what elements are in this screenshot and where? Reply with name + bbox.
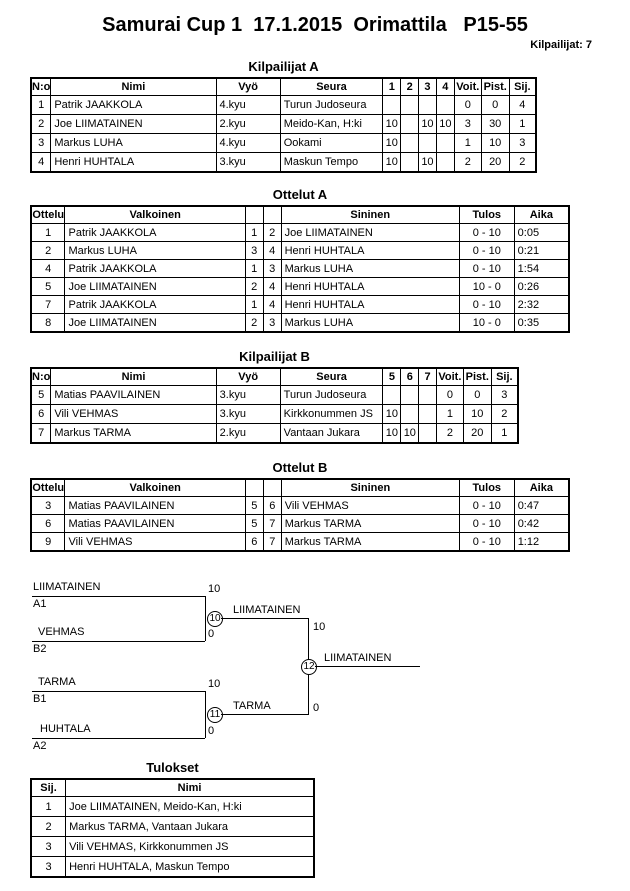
table-row (31, 96, 536, 115)
cell-blue: Markus LUHA (281, 314, 459, 333)
cell-belt: 2.kyu (216, 115, 280, 134)
cell-points: 0 (463, 386, 491, 405)
table-row (31, 314, 569, 333)
table-row (31, 817, 314, 837)
cell-match-no: 3 (31, 497, 65, 515)
cell-r2 (401, 96, 419, 115)
cell-no: 3 (31, 134, 51, 153)
col-header-white-no (245, 206, 263, 224)
cell-match-no: 5 (31, 278, 65, 296)
col-header-name: Nimi (66, 779, 314, 797)
cell-points: 10 (463, 405, 491, 424)
col-header-blue-no (263, 206, 281, 224)
cell-belt: 4.kyu (216, 96, 280, 115)
cell-white: Patrik JAAKKOLA (65, 296, 245, 314)
cell-name: Markus TARMA (51, 424, 216, 444)
cell-r4: 10 (436, 115, 454, 134)
cell-name: Joe LIIMATAINEN, Meido-Kan, H:ki (66, 797, 314, 817)
cell-white-no: 6 (245, 533, 263, 552)
cell-white-no: 1 (245, 296, 263, 314)
cell-no: 5 (31, 386, 51, 405)
cell-place: 1 (509, 115, 536, 134)
cell-r4 (436, 134, 454, 153)
cell-r7 (419, 405, 437, 424)
section-kilpailijat-a (30, 59, 537, 173)
cell-place: 3 (509, 134, 536, 153)
cell-white: Patrik JAAKKOLA (65, 260, 245, 278)
cell-r6 (401, 386, 419, 405)
section-kilpailijat-b (30, 349, 519, 444)
cell-r7 (419, 424, 437, 444)
section-title-tulokset: Tulokset (146, 760, 199, 775)
col-header-r4: 4 (436, 78, 454, 96)
cell-place: 3 (491, 386, 518, 405)
cell-club: Kirkkonummen JS (280, 405, 383, 424)
cell-name: Joe LIIMATAINEN (51, 115, 216, 134)
cell-result: 0 - 10 (459, 497, 514, 515)
cell-result: 0 - 10 (459, 224, 514, 242)
cell-blue-no: 4 (263, 296, 281, 314)
cell-points: 30 (481, 115, 509, 134)
table-row (31, 224, 569, 242)
match-number-badge: 11 (207, 707, 223, 723)
cell-result: 0 - 10 (459, 515, 514, 533)
cell-blue-no: 7 (263, 533, 281, 552)
cell-name: Matias PAAVILAINEN (51, 386, 216, 405)
col-header-name: Nimi (51, 78, 216, 96)
cell-r7 (419, 386, 437, 405)
cell-match-no: 2 (31, 242, 65, 260)
cell-points: 10 (481, 134, 509, 153)
bracket-line (221, 714, 308, 715)
cell-r3 (418, 134, 436, 153)
cell-club: Vantaan Jukara (280, 424, 383, 444)
cell-name: Henri HUHTALA (51, 153, 216, 173)
cell-time: 0:47 (514, 497, 569, 515)
cell-white: Markus LUHA (65, 242, 245, 260)
col-header-club: Seura (280, 78, 383, 96)
bracket-final-winner-name: LIIMATAINEN (324, 652, 392, 664)
col-header-r3: 3 (418, 78, 436, 96)
table-row (31, 296, 569, 314)
cell-match-no: 8 (31, 314, 65, 333)
section-ottelut-b (30, 460, 570, 552)
cell-white-no: 5 (245, 515, 263, 533)
section-title-kilpailijat-a: Kilpailijat A (248, 59, 319, 74)
col-header-match: Ottelu (31, 479, 65, 497)
cell-white-no: 2 (245, 278, 263, 296)
cell-time: 0:21 (514, 242, 569, 260)
cell-name: Patrik JAAKKOLA (51, 96, 216, 115)
cell-blue-no: 7 (263, 515, 281, 533)
cell-club: Turun Judoseura (280, 96, 383, 115)
bracket-line (315, 666, 420, 667)
col-header-time: Aika (514, 206, 569, 224)
cell-wins: 0 (436, 386, 463, 405)
page-title: Samurai Cup 1 17.1.2015 Orimattila P15-55 (102, 14, 528, 36)
cell-white-no: 5 (245, 497, 263, 515)
cell-place: 2 (31, 817, 66, 837)
cell-no: 4 (31, 153, 51, 173)
match-number-badge: 10 (207, 611, 223, 627)
cell-r3: 10 (418, 153, 436, 173)
cell-belt: 3.kyu (216, 386, 280, 405)
cell-points: 20 (481, 153, 509, 173)
kilpailijat-b-table (30, 367, 519, 444)
cell-r2 (401, 153, 419, 173)
cell-no: 2 (31, 115, 51, 134)
match-number-badge: 12 (301, 659, 317, 675)
cell-match-no: 4 (31, 260, 65, 278)
col-header-wins: Voit. (454, 78, 481, 96)
table-row (31, 533, 569, 552)
col-header-match: Ottelu (31, 206, 65, 224)
cell-r5 (383, 386, 401, 405)
cell-time: 0:35 (514, 314, 569, 333)
table-row (31, 260, 569, 278)
cell-name: Markus TARMA, Vantaan Jukara (66, 817, 314, 837)
cell-place: 3 (31, 837, 66, 857)
kilpailijat-a-table (30, 77, 537, 173)
col-header-name: Nimi (51, 368, 216, 386)
bracket-sf2-bottom-score: 0 (208, 725, 215, 737)
section-title-ottelut-a: Ottelut A (272, 187, 328, 202)
col-header-r1: 1 (383, 78, 401, 96)
cell-no: 6 (31, 405, 51, 424)
cell-match-no: 9 (31, 533, 65, 552)
competitors-count: Kilpailijat: 7 (530, 39, 592, 51)
col-header-club: Seura (280, 368, 383, 386)
col-header-place: Sij. (509, 78, 536, 96)
cell-blue: Markus TARMA (281, 533, 459, 552)
cell-place: 1 (31, 797, 66, 817)
cell-r2 (401, 115, 419, 134)
bracket-sf1-bottom-seed: B2 (33, 643, 47, 655)
header-row (31, 78, 536, 96)
bracket-sf1-top-seed: A1 (33, 598, 47, 610)
final-bracket (0, 578, 630, 754)
col-header-points: Pist. (481, 78, 509, 96)
col-header-no: N:o (31, 78, 51, 96)
col-header-r5: 5 (383, 368, 401, 386)
col-header-points: Pist. (463, 368, 491, 386)
section-title-ottelut-b: Ottelut B (272, 460, 328, 475)
cell-match-no: 1 (31, 224, 65, 242)
bracket-line (32, 596, 205, 597)
col-header-white: Valkoinen (65, 206, 245, 224)
col-header-place: Sij. (491, 368, 518, 386)
col-header-wins: Voit. (436, 368, 463, 386)
table-row (31, 242, 569, 260)
cell-club: Ookami (280, 134, 383, 153)
cell-wins: 2 (454, 153, 481, 173)
cell-white: Joe LIIMATAINEN (65, 314, 245, 333)
cell-club: Meido-Kan, H:ki (280, 115, 383, 134)
cell-belt: 3.kyu (216, 153, 280, 173)
col-header-blue-no (263, 479, 281, 497)
cell-blue-no: 2 (263, 224, 281, 242)
section-tulokset (30, 760, 315, 878)
cell-r5: 10 (383, 424, 401, 444)
bracket-sf1-bottom-name: VEHMAS (38, 626, 85, 638)
header-row (31, 206, 569, 224)
table-row (31, 837, 314, 857)
cell-white: Matias PAAVILAINEN (65, 497, 245, 515)
ottelut-b-table (30, 478, 570, 552)
cell-result: 0 - 10 (459, 296, 514, 314)
cell-white: Patrik JAAKKOLA (65, 224, 245, 242)
col-header-r7: 7 (419, 368, 437, 386)
cell-place: 1 (491, 424, 518, 444)
table-row (31, 497, 569, 515)
cell-club: Maskun Tempo (280, 153, 383, 173)
col-header-no: N:o (31, 368, 51, 386)
cell-r5: 10 (383, 405, 401, 424)
table-row (31, 797, 314, 817)
bracket-sf1-top-name: LIIMATAINEN (33, 581, 101, 593)
cell-blue: Vili VEHMAS (281, 497, 459, 515)
cell-blue-no: 4 (263, 278, 281, 296)
cell-result: 0 - 10 (459, 242, 514, 260)
cell-white: Matias PAAVILAINEN (65, 515, 245, 533)
cell-wins: 3 (454, 115, 481, 134)
cell-blue-no: 6 (263, 497, 281, 515)
cell-points: 0 (481, 96, 509, 115)
table-row (31, 857, 314, 878)
cell-blue-no: 3 (263, 260, 281, 278)
bracket-sf2-top-seed: B1 (33, 693, 47, 705)
cell-wins: 1 (436, 405, 463, 424)
bracket-final-bottom-score: 0 (313, 702, 320, 714)
cell-result: 10 - 0 (459, 314, 514, 333)
cell-result: 0 - 10 (459, 260, 514, 278)
cell-name: Vili VEHMAS (51, 405, 216, 424)
bracket-sf2-bottom-seed: A2 (33, 740, 47, 752)
cell-white-no: 1 (245, 260, 263, 278)
cell-time: 1:12 (514, 533, 569, 552)
col-header-result: Tulos (459, 206, 514, 224)
bracket-line (32, 738, 205, 739)
cell-name: Henri HUHTALA, Maskun Tempo (66, 857, 314, 878)
cell-name: Markus LUHA (51, 134, 216, 153)
cell-points: 20 (463, 424, 491, 444)
cell-r1: 10 (383, 134, 401, 153)
cell-white-no: 3 (245, 242, 263, 260)
cell-match-no: 7 (31, 296, 65, 314)
tulokset-table (30, 778, 315, 878)
cell-r3: 10 (418, 115, 436, 134)
table-row (31, 134, 536, 153)
bracket-line (32, 641, 205, 642)
table-row (31, 424, 518, 444)
cell-result: 10 - 0 (459, 278, 514, 296)
header-row (31, 779, 314, 797)
cell-no: 1 (31, 96, 51, 115)
table-row (31, 278, 569, 296)
col-header-blue: Sininen (281, 479, 459, 497)
bracket-sf2-bottom-name: HUHTALA (40, 723, 91, 735)
cell-time: 0:05 (514, 224, 569, 242)
cell-blue-no: 3 (263, 314, 281, 333)
cell-wins: 0 (454, 96, 481, 115)
table-row (31, 405, 518, 424)
col-header-blue: Sininen (281, 206, 459, 224)
cell-club: Turun Judoseura (280, 386, 383, 405)
section-title-kilpailijat-b: Kilpailijat B (239, 349, 310, 364)
col-header-result: Tulos (459, 479, 514, 497)
bracket-final-top-score: 10 (313, 621, 326, 633)
cell-r3 (418, 96, 436, 115)
col-header-white-no (245, 479, 263, 497)
cell-blue: Markus TARMA (281, 515, 459, 533)
header-row (31, 368, 518, 386)
cell-place: 2 (491, 405, 518, 424)
cell-time: 1:54 (514, 260, 569, 278)
col-header-white: Valkoinen (65, 479, 245, 497)
col-header-belt: Vyö (216, 368, 280, 386)
bracket-sf2-top-name: TARMA (38, 676, 76, 688)
bracket-sf1-bottom-score: 0 (208, 628, 215, 640)
bracket-sf2-winner-name: TARMA (233, 700, 271, 712)
cell-blue-no: 4 (263, 242, 281, 260)
cell-r1: 10 (383, 153, 401, 173)
cell-white: Joe LIIMATAINEN (65, 278, 245, 296)
cell-place: 2 (509, 153, 536, 173)
cell-white-no: 2 (245, 314, 263, 333)
bracket-sf1-top-score: 10 (208, 583, 221, 595)
bracket-connector (205, 691, 206, 738)
col-header-place: Sij. (31, 779, 66, 797)
table-row (31, 153, 536, 173)
cell-blue: Joe LIIMATAINEN (281, 224, 459, 242)
cell-blue: Henri HUHTALA (281, 242, 459, 260)
cell-blue: Henri HUHTALA (281, 296, 459, 314)
cell-name: Vili VEHMAS, Kirkkonummen JS (66, 837, 314, 857)
cell-r6 (401, 405, 419, 424)
col-header-r6: 6 (401, 368, 419, 386)
section-ottelut-a (30, 187, 570, 333)
bracket-sf2-top-score: 10 (208, 678, 221, 690)
bracket-connector (205, 596, 206, 641)
col-header-belt: Vyö (216, 78, 280, 96)
cell-white-no: 1 (245, 224, 263, 242)
cell-belt: 2.kyu (216, 424, 280, 444)
cell-white: Vili VEHMAS (65, 533, 245, 552)
cell-blue: Henri HUHTALA (281, 278, 459, 296)
cell-r2 (401, 134, 419, 153)
cell-match-no: 6 (31, 515, 65, 533)
cell-r1: 10 (383, 115, 401, 134)
cell-wins: 2 (436, 424, 463, 444)
cell-r4 (436, 96, 454, 115)
bracket-line (221, 618, 308, 619)
cell-time: 0:26 (514, 278, 569, 296)
cell-r1 (383, 96, 401, 115)
cell-r6: 10 (401, 424, 419, 444)
cell-time: 0:42 (514, 515, 569, 533)
cell-time: 2:32 (514, 296, 569, 314)
cell-belt: 4.kyu (216, 134, 280, 153)
col-header-time: Aika (514, 479, 569, 497)
table-row (31, 386, 518, 405)
cell-wins: 1 (454, 134, 481, 153)
table-row (31, 515, 569, 533)
bracket-sf1-winner-name: LIIMATAINEN (233, 604, 301, 616)
cell-r4 (436, 153, 454, 173)
cell-result: 0 - 10 (459, 533, 514, 552)
col-header-r2: 2 (401, 78, 419, 96)
cell-no: 7 (31, 424, 51, 444)
header-row (31, 479, 569, 497)
cell-place: 3 (31, 857, 66, 878)
cell-place: 4 (509, 96, 536, 115)
ottelut-a-table (30, 205, 570, 333)
cell-blue: Markus LUHA (281, 260, 459, 278)
table-row (31, 115, 536, 134)
cell-belt: 3.kyu (216, 405, 280, 424)
bracket-line (32, 691, 205, 692)
